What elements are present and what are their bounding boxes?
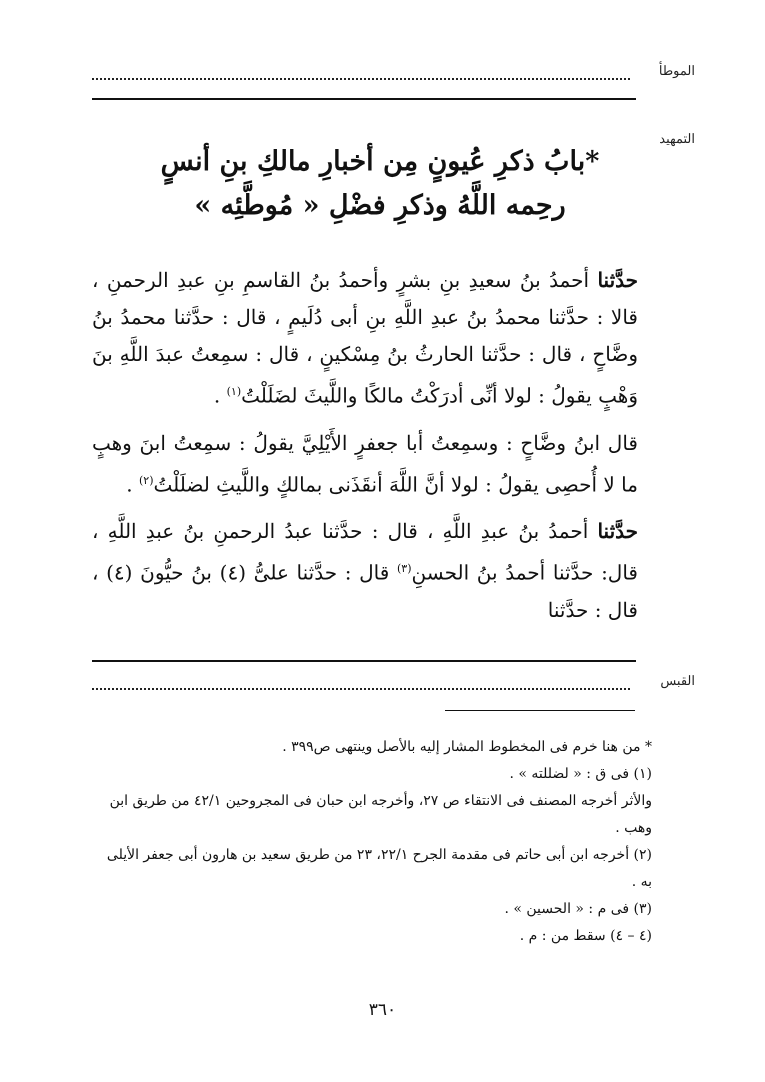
footnote-ref-1: (١) [226, 385, 242, 398]
footnote-separator [445, 710, 635, 711]
paragraph-1 [92, 262, 638, 415]
chapter-title [120, 140, 640, 228]
footnote-ref-3: (٣) [396, 562, 412, 576]
paragraph-2-end: . [126, 472, 139, 497]
dotted-rule-bottom [92, 688, 630, 692]
paragraph-1-text: أحمدُ بنُ سعيدِ بنِ بشرٍ وأحمدُ بنُ القاسمِ بنِ عبدِ الرحمنِ ، قالا : حدَّثنا محمدُ بنُ عبدِ اللَّهِ بنِ أبى دُلَيمٍ ، قال : حدَّثنا محمدُ بنُ وضَّاحٍ ، قال : حدَّثنا الحارثُ بنُ مِسْكينٍ ، قال : سمِعتُ عبدَ اللَّهِ بنَ وَهْبٍ يقولُ : لولا أنِّى أدرَكْتُ مالكًا واللَّيثَ لضَلَلْتُ [92, 268, 638, 408]
paragraph-1-end: . [213, 383, 227, 408]
footnote-1-continued: والأثر أخرجه المصنف فى الانتقاء ص ٢٧، وأخرجه ابن حبان فى المجروحين ٤٢/١ من طريق ابن وهب . [109, 793, 652, 836]
footnote-4: (٤ – ٤) سقط من : م . [519, 928, 652, 944]
footnote-ref-2: (٢) [138, 473, 154, 487]
footnote-star: * من هنا خرم فى المخطوط المشار إليه بالأصل وينتهى ص٣٩٩ . [282, 739, 652, 755]
chapter-title-line-2: رحِمه اللَّهُ وذكرِ فضْلِ « مُوطَّئِه » [194, 190, 566, 221]
chapter-title-line-1: *بابُ ذكرِ عُيونٍ مِن أخبارِ مالكِ بنِ أنسٍ [160, 146, 600, 177]
paragraph-2-text: قال ابنُ وضَّاحٍ : وسمِعتُ أبا جعفرٍ الأَيْلِيَّ يقولُ : سمِعتُ ابنَ وهبٍ ما لا أُحصِى يقولُ : لولا أنَّ اللَّهَ أنقَذَنى بمالكٍ واللَّيثِ لضلَلْتُ [92, 430, 638, 497]
footer-label: القبس [660, 674, 695, 689]
lower-rule [92, 660, 636, 662]
main-text [92, 262, 638, 639]
footnote-2: (٢) أخرجه ابن أبى حاتم فى مقدمة الجرح ٢٢/١، ٢٣ من طريق سعيد بن هارون أبى جعفر الأيلى به . [106, 847, 652, 890]
footnotes [92, 734, 652, 950]
book-label: الموطأ [658, 64, 695, 79]
footnote-3: (٣) فى م : « الحسين » . [504, 901, 652, 917]
paragraph-3 [92, 513, 638, 629]
paragraph-3-lead: حدَّثنا [597, 519, 638, 544]
dotted-rule-top [92, 78, 630, 82]
paragraph-3-text: أحمدُ بنُ عبدِ اللَّهِ ، قال : حدَّثنا عبدُ الرحمنِ بنُ عبدِ اللَّهِ ، قال: حدَّثنا أحمدُ بنُ الحسنِ [92, 519, 638, 585]
commentary-label: التمهيد [659, 132, 695, 147]
footnote-1: (١) فى ق : « لضللته » . [509, 766, 652, 782]
paragraph-1-lead: حدَّثنا [597, 268, 638, 292]
paragraph-3-end: قال : حدَّثنا علىُّ (٤) بنُ حيُّونَ (٤) ، قال : حدَّثنا [92, 560, 638, 622]
header-rule [92, 98, 636, 100]
page-number: ٣٦٠ [368, 1000, 397, 1020]
paragraph-2 [92, 425, 638, 504]
